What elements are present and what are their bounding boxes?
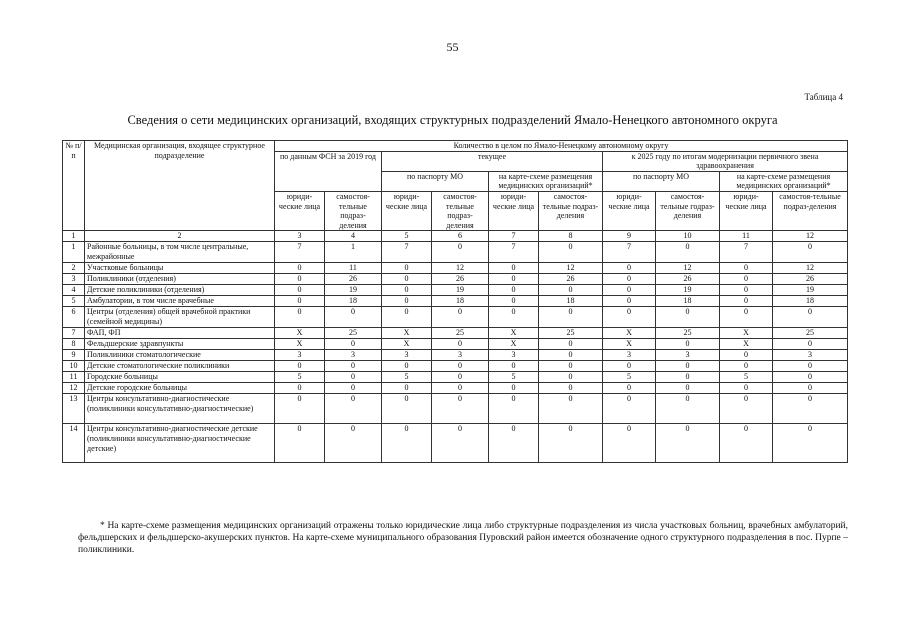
header-legal: юриди-ческие лица: [720, 191, 773, 230]
column-number: 6: [432, 231, 489, 242]
table-cell: 0: [275, 285, 325, 296]
table-cell: 0: [325, 339, 382, 350]
table-cell: 26: [432, 274, 489, 285]
table-cell: 0: [539, 372, 603, 383]
table-cell: 3: [489, 350, 539, 361]
organization-name: Районные больницы, в том числе центральные, межрайонные: [85, 242, 275, 263]
table-cell: 0: [720, 394, 773, 424]
table-cell: 0: [773, 307, 848, 328]
table-cell: X: [603, 328, 656, 339]
table-cell: 0: [382, 424, 432, 463]
table-cell: 18: [656, 296, 720, 307]
row-number: 7: [63, 328, 85, 339]
row-number: 13: [63, 394, 85, 424]
table-cell: 0: [432, 307, 489, 328]
table-cell: 0: [603, 307, 656, 328]
table-cell: 0: [539, 394, 603, 424]
table-cell: 0: [720, 383, 773, 394]
table-cell: 3: [382, 350, 432, 361]
table-cell: 0: [382, 285, 432, 296]
table-cell: 0: [656, 372, 720, 383]
table-row: [63, 361, 848, 372]
table-cell: 25: [656, 328, 720, 339]
row-number: 3: [63, 274, 85, 285]
table-cell: 3: [603, 350, 656, 361]
table-cell: 0: [603, 285, 656, 296]
table-body: [63, 242, 848, 463]
table-cell: X: [275, 328, 325, 339]
organization-name: Центры консультативно-диагностические (поликлиники консультативно-диагностические): [85, 394, 275, 424]
table-cell: 0: [432, 372, 489, 383]
table-cell: 0: [489, 394, 539, 424]
column-number: 11: [720, 231, 773, 242]
table-cell: 5: [720, 372, 773, 383]
table-row: [63, 263, 848, 274]
row-number: 6: [63, 307, 85, 328]
table-cell: 12: [539, 263, 603, 274]
header-legal: юриди-ческие лица: [382, 191, 432, 230]
page-number: 55: [446, 40, 459, 54]
table-cell: 19: [325, 285, 382, 296]
table-cell: 0: [325, 424, 382, 463]
header-organization: Медицинская организация, входящее структурное подразделение: [85, 141, 275, 231]
header-independent: самостоя-тельные подраз-деления: [432, 191, 489, 230]
row-number: 14: [63, 424, 85, 463]
table-cell: 0: [432, 242, 489, 263]
organization-name: Поликлиники стоматологические: [85, 350, 275, 361]
table-cell: X: [720, 339, 773, 350]
table-cell: 0: [382, 307, 432, 328]
table-cell: 0: [275, 383, 325, 394]
table-cell: 26: [539, 274, 603, 285]
column-number: 8: [539, 231, 603, 242]
table-cell: 0: [656, 383, 720, 394]
table-cell: 0: [275, 296, 325, 307]
table-cell: 0: [720, 361, 773, 372]
data-table: [62, 140, 848, 463]
table-cell: 18: [432, 296, 489, 307]
table-cell: 0: [325, 361, 382, 372]
table-cell: 19: [656, 285, 720, 296]
table-cell: 0: [603, 296, 656, 307]
table-cell: 3: [432, 350, 489, 361]
table-row: [63, 339, 848, 350]
table-cell: 18: [773, 296, 848, 307]
table-cell: 26: [325, 274, 382, 285]
header-independent: самостоя-тельные подраз-деления: [539, 191, 603, 230]
table-cell: 0: [720, 285, 773, 296]
table-cell: 0: [539, 242, 603, 263]
table-cell: 0: [325, 383, 382, 394]
table-row: [63, 285, 848, 296]
table-cell: 0: [489, 296, 539, 307]
table-cell: 0: [656, 361, 720, 372]
column-number: 3: [275, 231, 325, 242]
table-cell: X: [382, 328, 432, 339]
table-cell: 0: [603, 394, 656, 424]
table-cell: 0: [382, 274, 432, 285]
table-cell: 0: [489, 274, 539, 285]
row-number: 12: [63, 383, 85, 394]
table-cell: 0: [382, 361, 432, 372]
table-cell: 0: [720, 263, 773, 274]
header-independent: самостоя-тельные годраз-деления: [656, 191, 720, 230]
table-cell: 0: [603, 424, 656, 463]
table-cell: 0: [603, 274, 656, 285]
column-number: 9: [603, 231, 656, 242]
header-passport-2025: по паспорту МО: [603, 171, 720, 191]
column-number: 12: [773, 231, 848, 242]
table-cell: 0: [539, 339, 603, 350]
table-cell: X: [489, 328, 539, 339]
table-cell: 0: [432, 339, 489, 350]
table-cell: 12: [656, 263, 720, 274]
table-cell: 7: [603, 242, 656, 263]
table-cell: 26: [773, 274, 848, 285]
table-row: [63, 328, 848, 339]
table-cell: 3: [656, 350, 720, 361]
table-cell: 0: [325, 307, 382, 328]
table-cell: 0: [773, 242, 848, 263]
header-passport-current: по паспорту МО: [382, 171, 489, 191]
table-cell: 0: [720, 296, 773, 307]
header-independent: самостоя-тельные подраз-деления: [773, 191, 848, 230]
table-cell: 0: [275, 361, 325, 372]
table-cell: 3: [275, 350, 325, 361]
header-independent: самостоя-тельные подраз-деления: [325, 191, 382, 230]
organization-name: Центры консультативно-диагностические детские (поликлиники консультативно-диагностические детские): [85, 424, 275, 463]
table-cell: X: [603, 339, 656, 350]
table-cell: 0: [539, 285, 603, 296]
table-cell: 0: [489, 361, 539, 372]
table-row: [63, 394, 848, 424]
organization-name: Поликлиники (отделения): [85, 274, 275, 285]
table-cell: 0: [773, 372, 848, 383]
header-fsn-2019: по данным ФСН за 2019 год: [275, 151, 382, 191]
organization-name: ФАП, ФП: [85, 328, 275, 339]
header-2025: к 2025 году по итогам модернизации первичного звена здравоохранения: [603, 151, 848, 171]
table-label: Таблица 4: [804, 92, 843, 102]
table-cell: 0: [603, 383, 656, 394]
column-number: 4: [325, 231, 382, 242]
table-cell: 0: [720, 424, 773, 463]
organization-name: Амбулатории, в том числе врачебные: [85, 296, 275, 307]
table-cell: 0: [539, 350, 603, 361]
row-number: 8: [63, 339, 85, 350]
table-cell: 5: [489, 372, 539, 383]
table-cell: 0: [539, 307, 603, 328]
table-cell: 7: [489, 242, 539, 263]
organization-name: Участковые больницы: [85, 263, 275, 274]
table-cell: 0: [325, 372, 382, 383]
table-cell: 7: [382, 242, 432, 263]
table-cell: 0: [275, 274, 325, 285]
header-legal: юриди-ческие лица: [275, 191, 325, 230]
table-cell: 0: [382, 383, 432, 394]
table-cell: 0: [720, 307, 773, 328]
column-number: 5: [382, 231, 432, 242]
table-cell: 0: [656, 307, 720, 328]
table-cell: 0: [382, 263, 432, 274]
organization-name: Детские городские больницы: [85, 383, 275, 394]
row-number: 4: [63, 285, 85, 296]
table-cell: 0: [275, 424, 325, 463]
row-number: 9: [63, 350, 85, 361]
table-cell: 0: [432, 394, 489, 424]
table-cell: 0: [275, 263, 325, 274]
table-cell: 0: [489, 424, 539, 463]
organization-name: Центры (отделения) общей врачебной практики (семейной медицины): [85, 307, 275, 328]
table-cell: 0: [382, 296, 432, 307]
header-legal: юриди-ческие лица: [489, 191, 539, 230]
organization-name: Городские больницы: [85, 372, 275, 383]
table-cell: 5: [382, 372, 432, 383]
table-cell: 1: [325, 242, 382, 263]
table-cell: 0: [773, 361, 848, 372]
table-cell: 25: [325, 328, 382, 339]
table-cell: 18: [325, 296, 382, 307]
table-cell: 0: [656, 242, 720, 263]
table-cell: 12: [432, 263, 489, 274]
organization-name: Детские стоматологические поликлиники: [85, 361, 275, 372]
table-cell: 0: [432, 424, 489, 463]
table-cell: X: [275, 339, 325, 350]
table-cell: 0: [603, 361, 656, 372]
table-row: [63, 307, 848, 328]
row-number: 11: [63, 372, 85, 383]
table-cell: 0: [432, 383, 489, 394]
table-cell: 25: [773, 328, 848, 339]
table-cell: 3: [773, 350, 848, 361]
table-cell: X: [382, 339, 432, 350]
table-cell: 0: [489, 383, 539, 394]
table-cell: 25: [539, 328, 603, 339]
table-row: [63, 424, 848, 463]
table-cell: 0: [489, 285, 539, 296]
table-cell: 25: [432, 328, 489, 339]
table-cell: 0: [773, 424, 848, 463]
header-num: № п/п: [63, 141, 85, 231]
table-row: [63, 350, 848, 361]
table-cell: 0: [720, 350, 773, 361]
table-cell: 0: [539, 424, 603, 463]
table-cell: 7: [275, 242, 325, 263]
table-cell: 0: [656, 424, 720, 463]
column-number-row: [63, 231, 848, 242]
table-cell: 0: [773, 383, 848, 394]
table-row: [63, 274, 848, 285]
table-cell: 0: [773, 339, 848, 350]
table-cell: 3: [325, 350, 382, 361]
table-cell: 0: [275, 307, 325, 328]
column-number: 10: [656, 231, 720, 242]
column-number: 2: [85, 231, 275, 242]
header-current: текущее: [382, 151, 603, 171]
table-cell: 26: [656, 274, 720, 285]
row-number: 10: [63, 361, 85, 372]
table-cell: 0: [720, 274, 773, 285]
table-cell: 0: [432, 361, 489, 372]
table-cell: 19: [432, 285, 489, 296]
table-cell: 11: [325, 263, 382, 274]
table-cell: 0: [382, 394, 432, 424]
organization-name: Детские поликлиники (отделения): [85, 285, 275, 296]
table-cell: 18: [539, 296, 603, 307]
table-cell: 0: [539, 383, 603, 394]
table-cell: 7: [720, 242, 773, 263]
table-cell: X: [720, 328, 773, 339]
row-number: 1: [63, 242, 85, 263]
table-cell: 0: [539, 361, 603, 372]
table-cell: 0: [603, 263, 656, 274]
table-cell: X: [489, 339, 539, 350]
header-map-2025: на карте-схеме размещения медицинских организаций*: [720, 171, 848, 191]
table-cell: 5: [603, 372, 656, 383]
column-number: 7: [489, 231, 539, 242]
header-map-current: на карте-схеме размещения медицинских организаций*: [489, 171, 603, 191]
organization-name: Фельдшерские здравпункты: [85, 339, 275, 350]
table-row: [63, 296, 848, 307]
document-title: Сведения о сети медицинских организаций, входящих структурных подразделений Ямало-Ненецкого автономного округа: [127, 113, 778, 127]
table-cell: 5: [275, 372, 325, 383]
table-cell: 0: [656, 394, 720, 424]
table-cell: 0: [656, 339, 720, 350]
header-total: Количество в целом по Ямало-Ненецкому автономному округу: [275, 141, 848, 152]
table-cell: 0: [325, 394, 382, 424]
table-row: [63, 242, 848, 263]
column-number: 1: [63, 231, 85, 242]
footnote: * На карте-схеме размещения медицинских организаций отражены только юридические лица либо структурные подразделения из числа участковых больниц, врачебных амбулаторий, фельдшерских и фельдшерско-акушерских пунктов. На карте-схеме муниципального образования Пуровский район имеется обозначение одного структурного подразделения в пос. Пурпе – поликлиники.: [78, 521, 848, 555]
table-cell: 19: [773, 285, 848, 296]
table-cell: 12: [773, 263, 848, 274]
table-cell: 0: [489, 263, 539, 274]
table-cell: 0: [275, 394, 325, 424]
table-cell: 0: [773, 394, 848, 424]
row-number: 5: [63, 296, 85, 307]
table-cell: 0: [489, 307, 539, 328]
row-number: 2: [63, 263, 85, 274]
table-row: [63, 372, 848, 383]
header-legal: юриди-ческие лица: [603, 191, 656, 230]
table-row: [63, 383, 848, 394]
